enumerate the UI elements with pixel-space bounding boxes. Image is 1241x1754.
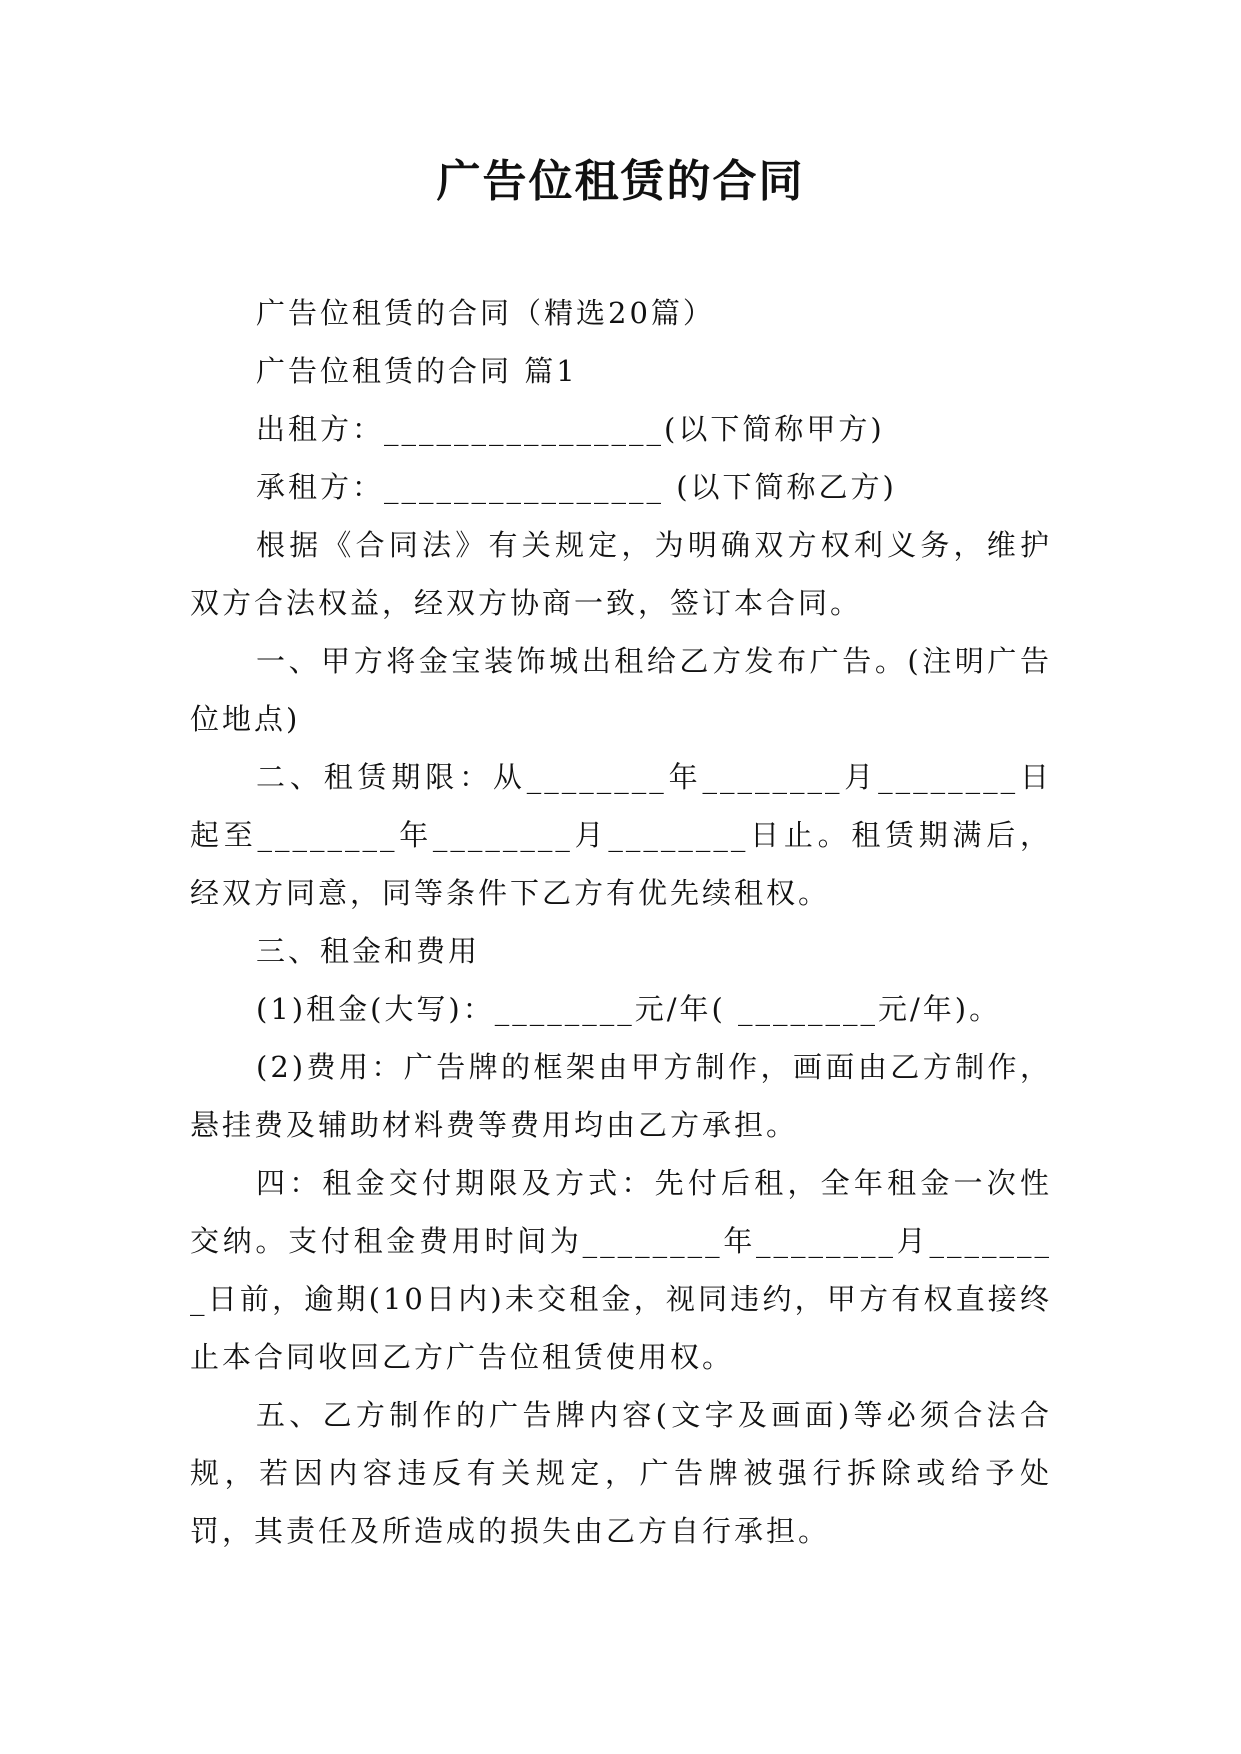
preamble-paragraph: 根据《合同法》有关规定，为明确双方权利义务，维护双方合法权益，经双方协商一致，签订本合同。: [190, 528, 1052, 620]
clause-3-fees: (2)费用：广告牌的框架由甲方制作，画面由乙方制作，悬挂费及辅助材料费等费用均由乙方承担。: [190, 1050, 1052, 1142]
clause-5-content: 五、乙方制作的广告牌内容(文字及画面)等必须合法合规，若因内容违反有关规定，广告牌被强行拆除或给予处罚，其责任及所造成的损失由乙方自行承担。: [190, 1398, 1052, 1548]
clause-3-rent: (1)租金(大写)：________元/年( ________元/年)。: [256, 992, 1002, 1026]
lessee-line: 承租方：________________ (以下简称乙方): [256, 470, 897, 504]
clause-4-payment: 四：租金交付期限及方式：先付后租，全年租金一次性交纳。支付租金费用时间为________年________月________日前，逾期(10日内)未交租金，视同违约，甲方有权直接终止本合同收回乙方广告位租赁使用权。: [190, 1166, 1052, 1374]
clause-3-heading: 三、租金和费用: [256, 934, 481, 968]
clause-2-lease-term: 二、租赁期限：从________年________月________日起至________年________月________日止。租赁期满后，经双方同意，同等条件下乙方有优先续租权。: [190, 760, 1052, 910]
subtitle-selection: 广告位租赁的合同（精选20篇）: [256, 296, 715, 330]
clause-1: 一、甲方将金宝装饰城出租给乙方发布广告。(注明广告位地点): [190, 644, 1052, 736]
section-heading-part-1: 广告位租赁的合同 篇1: [256, 354, 578, 388]
lessor-line: 出租方：________________(以下简称甲方): [256, 412, 885, 446]
document-title: 广告位租赁的合同: [436, 156, 805, 207]
contract-body: [190, 284, 1052, 1560]
